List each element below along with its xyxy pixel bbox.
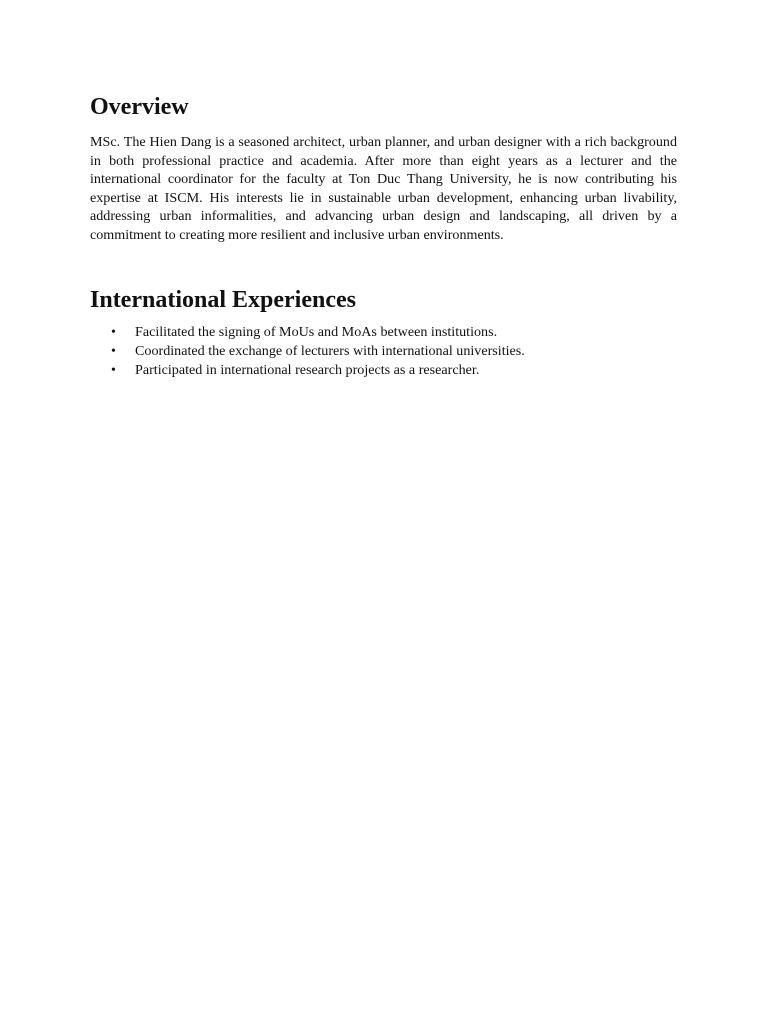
bullet-icon: • (111, 343, 116, 359)
list-item (90, 323, 677, 342)
list-item (90, 361, 677, 380)
overview-section (90, 92, 677, 245)
bullet-icon: • (111, 362, 116, 378)
list-item (90, 342, 677, 361)
experience-list (90, 323, 677, 380)
document-page (90, 92, 677, 380)
list-item-text: Facilitated the signing of MoUs and MoAs between institutions. (135, 323, 498, 340)
international-experiences-heading: International Experiences (90, 286, 356, 313)
list-item-text: Participated in international research projects as a researcher. (135, 361, 480, 378)
list-item-text: Coordinated the exchange of lecturers with international universities. (135, 342, 525, 359)
bullet-icon: • (111, 324, 116, 340)
international-experiences-section (90, 285, 677, 380)
overview-paragraph: MSc. The Hien Dang is a seasoned architect, urban planner, and urban designer with a rich background in both professional practice and academia. After more than eight years as a lecturer and the international coordinator for the faculty at Ton Duc Thang University, he is now contributing his expertise at ISCM. His interests lie in sustainable urban development, enhancing urban livability, addressing urban informalities, and advancing urban design and landscaping, all driven by a commitment to creating more resilient and inclusive urban environments. (90, 134, 677, 243)
overview-heading: Overview (90, 94, 189, 120)
